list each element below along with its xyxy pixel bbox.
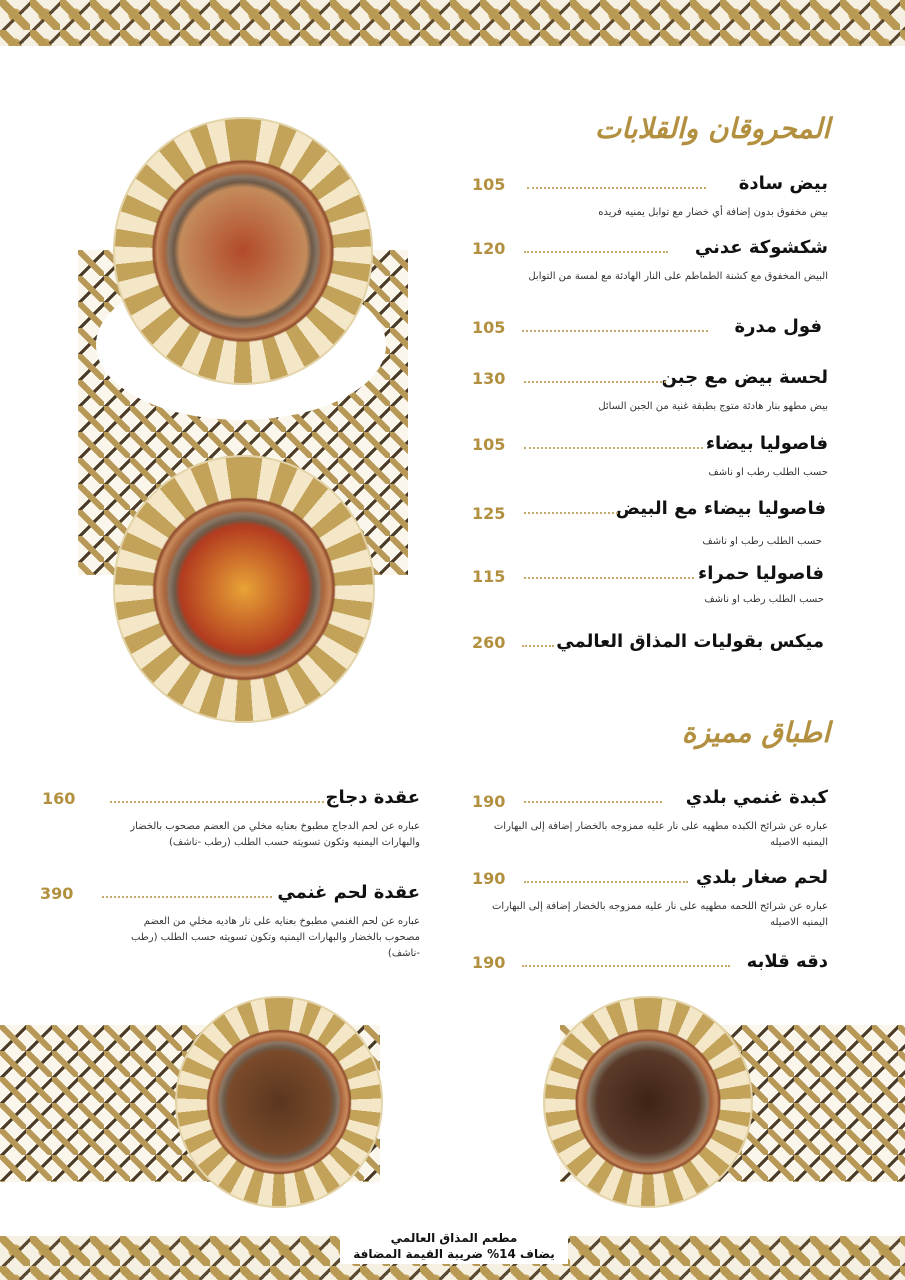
menu-item	[472, 367, 828, 415]
item-name: ميكس بقوليات المذاق العالمي	[556, 631, 824, 652]
menu-item	[472, 563, 824, 608]
item-price: 105	[472, 318, 506, 337]
top-border-pattern	[0, 0, 905, 46]
item-name: فاصوليا بيضاء	[705, 433, 828, 454]
menu-item	[472, 173, 828, 221]
dot-leader	[524, 381, 666, 383]
dot-leader	[524, 577, 694, 579]
menu-item	[472, 237, 828, 285]
item-price: 115	[472, 567, 506, 586]
section-title-eggs-beans: المحروقان والقلابات	[594, 112, 830, 145]
item-description: عباره عن شرائح الكبده مطهيه على نار عليه ممزوجه بالخضار إضافة إلى البهارات اليمنيه الاصيله	[493, 821, 828, 848]
vat-note: يضاف 14% ضريبة القيمة المضافة	[353, 1247, 555, 1261]
menu-item	[472, 951, 828, 981]
menu-item	[472, 433, 828, 481]
item-price: 390	[40, 884, 74, 903]
item-name: بيض سادة	[738, 173, 828, 194]
dot-leader	[110, 801, 324, 803]
item-description: عباره عن شرائح اللحمه مطهيه على نار عليه ممزوجه بالخضار إضافة إلى البهارات اليمنيه الاصيله	[492, 901, 828, 928]
dot-leader	[524, 512, 618, 514]
item-price: 160	[42, 789, 76, 808]
item-price: 105	[472, 175, 506, 194]
dot-leader	[522, 330, 708, 332]
dish-image-lamb	[175, 996, 383, 1208]
dot-leader	[522, 965, 730, 967]
item-name: عقدة لحم غنمي	[277, 882, 420, 903]
item-price: 260	[472, 633, 506, 652]
dot-leader	[527, 187, 706, 189]
menu-item	[472, 631, 824, 661]
menu-item	[472, 316, 828, 346]
item-description: حسب الطلب رطب او ناشف	[708, 467, 828, 478]
item-price: 190	[472, 953, 506, 972]
item-price: 105	[472, 435, 506, 454]
menu-item	[40, 882, 420, 962]
dish-image-liver	[543, 996, 753, 1208]
menu-item	[40, 787, 420, 851]
item-name: دقه قلابه	[746, 951, 828, 972]
menu-item	[472, 867, 828, 931]
item-name: فاصوليا حمراء	[698, 563, 824, 584]
dot-leader	[522, 645, 554, 647]
dish-image-shakshuka	[113, 455, 375, 723]
item-name: لحم صغار بلدي	[695, 867, 828, 888]
dot-leader	[524, 881, 688, 883]
dot-leader	[102, 896, 272, 898]
dot-leader	[524, 251, 668, 253]
section-title-special-dishes: اطباق مميزة	[681, 716, 830, 749]
item-name: لحسة بيض مع جبن	[661, 367, 828, 388]
item-name: كبدة غنمي بلدي	[685, 787, 828, 808]
item-name: فاصوليا بيضاء مع البيض	[615, 498, 826, 519]
item-price: 120	[472, 239, 506, 258]
item-description: بيض مطهو بنار هادئة متوج بطبقة غنية من الجبن السائل	[598, 401, 828, 412]
item-description: حسب الطلب رطب او ناشف	[702, 536, 822, 547]
item-name: فول مدرة	[734, 316, 822, 337]
item-price: 130	[472, 369, 506, 388]
item-price: 125	[472, 504, 506, 523]
item-description: عباره عن لحم الغنمي مطبوخ بعنايه على نار هاديه مخلي من العضم مصحوب بالخضار والبهارات اليمنيه وتكون تسويته حسب الطلب (رطب -ناشف)	[130, 916, 420, 959]
item-name: عقدة دجاج	[325, 787, 420, 808]
footer-note	[340, 1228, 568, 1264]
dot-leader	[524, 801, 662, 803]
item-description: حسب الطلب رطب او ناشف	[704, 594, 824, 605]
dot-leader	[524, 447, 703, 449]
menu-item	[472, 498, 826, 550]
item-name: شكشوكة عدني	[694, 237, 828, 258]
item-price: 190	[472, 869, 506, 888]
item-description: عباره عن لحم الدجاج مطبوخ بعنايه مخلي من العضم مصحوب بالخضار والبهارات اليمنيه وتكون تسويته حسب الطلب (رطب -ناشف)	[130, 821, 420, 848]
dish-image-foul	[113, 117, 373, 385]
menu-item	[472, 787, 828, 851]
item-description: البيض المخفوق مع كشنة الطماطم على النار الهادئة مع لمسة من التوابل	[528, 271, 828, 282]
item-price: 190	[472, 792, 506, 811]
restaurant-name: مطعم المذاق العالمي	[390, 1231, 518, 1245]
item-description: بيض مخفوق بدون إضافة أي خضار مع توابل يمنيه فريده	[598, 207, 828, 218]
